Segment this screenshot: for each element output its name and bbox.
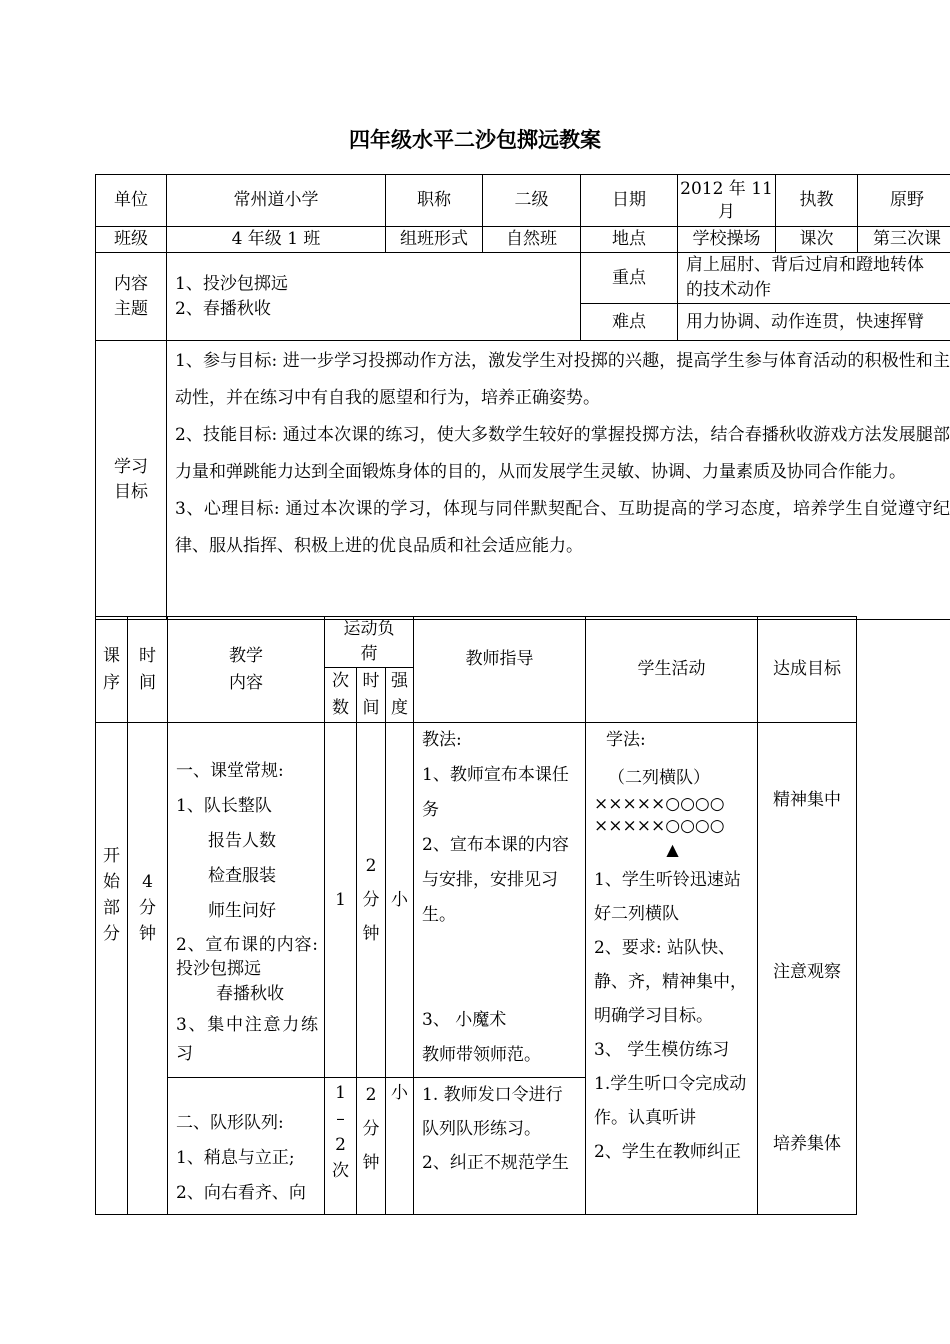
row1-content-4: 检查服装 xyxy=(208,866,276,886)
row1-student-3: 1、学生听铃迅速站好二列横队 xyxy=(594,870,741,924)
part-label-4: 分 xyxy=(103,924,120,944)
key-point-label: 重点 xyxy=(581,253,678,304)
row2-teacher-guide xyxy=(414,1078,586,1215)
row1-content-8: 3、集中注意力练习 xyxy=(176,1015,318,1064)
header-count-2: 数 xyxy=(332,698,349,718)
row2-content-3: 2、向右看齐、向 xyxy=(176,1183,306,1203)
row2-duration-3: 钟 xyxy=(362,1153,380,1173)
header-sequence-1: 课 xyxy=(103,645,120,666)
row2-guide-2: 2、纠正不规范学生 xyxy=(422,1153,569,1173)
header-intensity xyxy=(386,668,414,723)
goals-label-line-2: 目标 xyxy=(114,482,148,502)
part-label-2: 始 xyxy=(103,872,120,892)
part-minutes-3: 钟 xyxy=(139,924,156,944)
goals-label xyxy=(96,341,167,620)
header-time-2: 间 xyxy=(139,672,156,693)
row1-student-2: （二列横队） xyxy=(608,768,711,788)
date-value-line-1: 2012 年 11 xyxy=(680,178,773,199)
header-sequence xyxy=(96,617,128,723)
row1-student-6: 1.学生听口令完成动作。认真听讲 xyxy=(594,1074,747,1128)
header-intensity-1: 强 xyxy=(391,671,408,691)
row1-student-activity xyxy=(586,723,758,1215)
goal-skill: 2、技能目标: 通过本次课的练习，使大多数学生较好的掌握投掷方法，结合春播秋收游戏方法发展腿部力量和弹跳能力达到全面锻炼身体的目的，从而发展学生灵敏、协调、力量素质及协同合作能力。 xyxy=(175,425,950,482)
row2-duration-2: 分 xyxy=(362,1119,380,1139)
header-load-1: 运动负 xyxy=(343,619,395,639)
row1-guide-1: 教法: xyxy=(422,730,462,750)
header-target: 达成目标 xyxy=(758,617,857,723)
header-load xyxy=(325,617,414,668)
row2-guide-1: 1. 教师发口令进行队列队形练习。 xyxy=(422,1085,563,1139)
date-value xyxy=(678,175,776,227)
row1-student-formation-1: ×××××○○○○ xyxy=(594,794,725,814)
header-duration xyxy=(357,668,386,723)
row2-count-2: – xyxy=(336,1109,345,1129)
content-label-line-1: 内容 xyxy=(114,273,148,294)
class-value: 4 年级 1 班 xyxy=(167,227,386,253)
header-teaching-2: 内容 xyxy=(229,672,263,693)
header-load-2: 荷 xyxy=(360,644,378,664)
content-label-line-2: 主题 xyxy=(114,298,148,319)
row2-count xyxy=(325,1078,357,1215)
content-topic-2: 2、春播秋收 xyxy=(175,298,271,319)
difficulty-value: 用力协调、动作连贯，快速挥臂 xyxy=(678,304,950,341)
rank-value: 二级 xyxy=(483,175,581,227)
row2-count-1: 1 xyxy=(335,1083,346,1103)
header-duration-2: 间 xyxy=(362,698,380,718)
info-table xyxy=(95,174,950,620)
header-count-1: 次 xyxy=(332,671,349,691)
row2-duration-1: 2 xyxy=(365,1085,377,1105)
row1-duration xyxy=(357,723,386,1078)
place-label: 地点 xyxy=(581,227,678,253)
form-value: 自然班 xyxy=(483,227,581,253)
lesson-label: 课次 xyxy=(776,227,858,253)
teacher-label: 执教 xyxy=(776,175,858,227)
row1-student-4: 2、要求: 站队快、静、齐，精神集中，明确学习目标。 xyxy=(594,938,748,1026)
target-observe: 注意观察 xyxy=(773,962,842,982)
row1-count: 1 xyxy=(325,723,357,1078)
row1-guide-3: 2、宣布本课的内容与安排，安排见习生。 xyxy=(422,835,569,925)
unit-label: 单位 xyxy=(96,175,167,227)
teacher-position-icon: ▲ xyxy=(666,840,679,859)
row1-duration-2: 分 xyxy=(362,890,380,910)
row1-student-7: 2、学生在教师纠正 xyxy=(594,1142,741,1162)
row1-student-formation-2: ×××××○○○○ xyxy=(594,816,725,836)
part-minutes-2: 分 xyxy=(139,898,156,918)
row2-intensity: 小 xyxy=(386,1078,414,1215)
difficulty-label: 难点 xyxy=(581,304,678,341)
row2-content-1: 二、队形队列: xyxy=(176,1113,284,1133)
row2-count-3: 2 xyxy=(335,1135,346,1155)
row1-duration-1: 2 xyxy=(365,856,377,876)
header-teaching-content xyxy=(168,617,325,723)
row1-intensity: 小 xyxy=(386,723,414,1078)
header-count xyxy=(325,668,357,723)
row1-teacher-guide xyxy=(414,723,586,1078)
lesson-value: 第三次课 xyxy=(858,227,950,253)
row1-guide-2: 1、教师宣布本课任务 xyxy=(422,765,569,820)
row1-targets xyxy=(758,723,857,1215)
teacher-value: 原野 xyxy=(858,175,950,227)
header-teacher-guide: 教师指导 xyxy=(414,617,586,723)
row2-content-2: 1、稍息与立正; xyxy=(176,1148,295,1168)
part-minutes-1: 4 xyxy=(142,872,153,892)
row1-content-2: 1、队长整队 xyxy=(176,796,272,816)
row1-guide-4: 3、 小魔术 xyxy=(422,1010,507,1030)
lesson-table xyxy=(95,616,857,1215)
row1-teaching-content xyxy=(168,723,325,1078)
row1-student-1: 学法: xyxy=(606,730,646,750)
row2-teaching-content xyxy=(168,1078,325,1215)
row1-content-5: 师生问好 xyxy=(208,901,276,921)
row1-guide-5: 教师带领师范。 xyxy=(422,1045,542,1065)
form-label: 组班形式 xyxy=(386,227,483,253)
goal-psychology: 3、心理目标: 通过本次课的学习，体现与同伴默契配合、互助提高的学习态度，培养学生自觉遵守纪律、服从指挥、积极上进的优良品质和社会适应能力。 xyxy=(175,499,950,556)
key-point-line-2: 的技术动作 xyxy=(686,280,771,300)
header-time xyxy=(128,617,168,723)
content-topics xyxy=(167,253,581,341)
row2-count-4: 次 xyxy=(332,1161,349,1181)
header-teaching-1: 教学 xyxy=(229,645,263,666)
target-collective: 培养集体 xyxy=(773,1134,842,1154)
header-duration-1: 时 xyxy=(362,671,380,691)
header-intensity-2: 度 xyxy=(391,698,408,718)
rank-label: 职称 xyxy=(386,175,483,227)
header-student-activity: 学生活动 xyxy=(586,617,758,723)
key-point-value xyxy=(678,253,950,304)
header-time-1: 时 xyxy=(139,645,156,666)
place-value: 学校操场 xyxy=(678,227,776,253)
row2-duration xyxy=(357,1078,386,1215)
row1-content-7: 春播秋收 xyxy=(216,984,284,1004)
row1-content-1: 一、课堂常规: xyxy=(176,761,284,781)
unit-value: 常州道小学 xyxy=(167,175,386,227)
content-topic-1: 1、投沙包掷远 xyxy=(175,273,288,294)
row1-duration-3: 钟 xyxy=(362,924,380,944)
content-label xyxy=(96,253,167,341)
target-focus: 精神集中 xyxy=(773,790,842,810)
goals-label-line-1: 学习 xyxy=(114,457,148,477)
row1-student-5: 3、 学生模仿练习 xyxy=(594,1040,730,1060)
class-label: 班级 xyxy=(96,227,167,253)
key-point-line-1: 肩上屈肘、背后过肩和蹬地转体 xyxy=(686,255,924,275)
part-label-3: 部 xyxy=(103,898,120,918)
part-label xyxy=(96,723,128,1215)
header-sequence-2: 序 xyxy=(103,672,120,693)
row1-content-3: 报告人数 xyxy=(208,831,276,851)
part-minutes xyxy=(128,723,168,1215)
goal-participation: 1、参与目标: 进一步学习投掷动作方法，激发学生对投掷的兴趣，提高学生参与体育活动的积极性和主动性，并在练习中有自我的愿望和行为，培养正确姿势。 xyxy=(175,351,950,408)
part-label-1: 开 xyxy=(103,846,120,866)
date-value-line-2: 月 xyxy=(718,201,735,222)
date-label: 日期 xyxy=(581,175,678,227)
page-title: 四年级水平二沙包掷远教案 xyxy=(349,128,601,152)
goals-text xyxy=(167,341,950,620)
row1-content-6: 2、宣布课的内容: 投沙包掷远 xyxy=(176,935,318,979)
